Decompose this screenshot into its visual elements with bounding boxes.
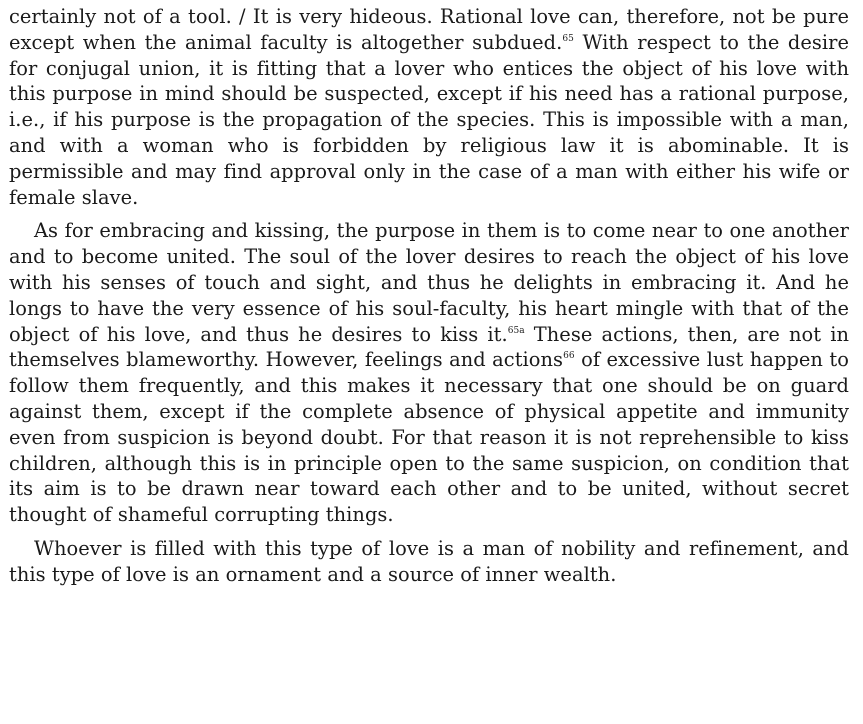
document-page (9, 4, 849, 588)
paragraph-rational-love (9, 4, 849, 210)
text-segment: certainly not of a tool. / It is very hideous. Rational love can, therefore, not be pure except when the animal faculty is altogether subdued. (9, 5, 849, 54)
footnote-ref-65: 65 (562, 33, 574, 44)
text-segment: Whoever is filled with this type of love is a man of nobility and refinement, and this type of love is an ornament and a source of inner wealth. (9, 536, 849, 586)
footnote-ref-65a: 65a (507, 325, 525, 336)
text-segment: As for embracing and kissing, the purpose in them is to come near to one another and to become united. The soul of the lover desires to reach the object of his love with his senses of touch and sight, and thus he delights in embracing it. And he longs to have the very essence of his soul-faculty, his heart mingle with that of the object of his love, and thus he desires to kiss it. (9, 219, 849, 346)
paragraph-nobility (9, 536, 849, 588)
text-segment: With respect to the desire for conjugal union, it is fitting that a lover who entices the object of his love with this purpose in mind should be suspected, except if his need has a rational purpose, i.e., if his purpose is the propagation of the species. This is impossible with a man, and with a woman who is forbidden by religious law it is abominable. It is permissible and may find approval only in the case of a man with either his wife or female slave. (9, 30, 849, 209)
footnote-ref-66: 66 (563, 351, 575, 362)
paragraph-embracing-kissing (9, 218, 849, 528)
text-segment: of excessive lust happen to follow them frequently, and this makes it necessary that one should be on guard against them, except if the complete absence of physical appetite and immunity even from suspicion is beyond doubt. For that reason it is not reprehensible to kiss children, although this is in principle open to the same suspicion, on condition that its aim is to be drawn near toward each other and to be united, without secret thought of shameful corrupting things. (9, 348, 849, 527)
text-segment: These actions, then, are not in themselves blameworthy. However, feelings and actions (9, 322, 849, 372)
